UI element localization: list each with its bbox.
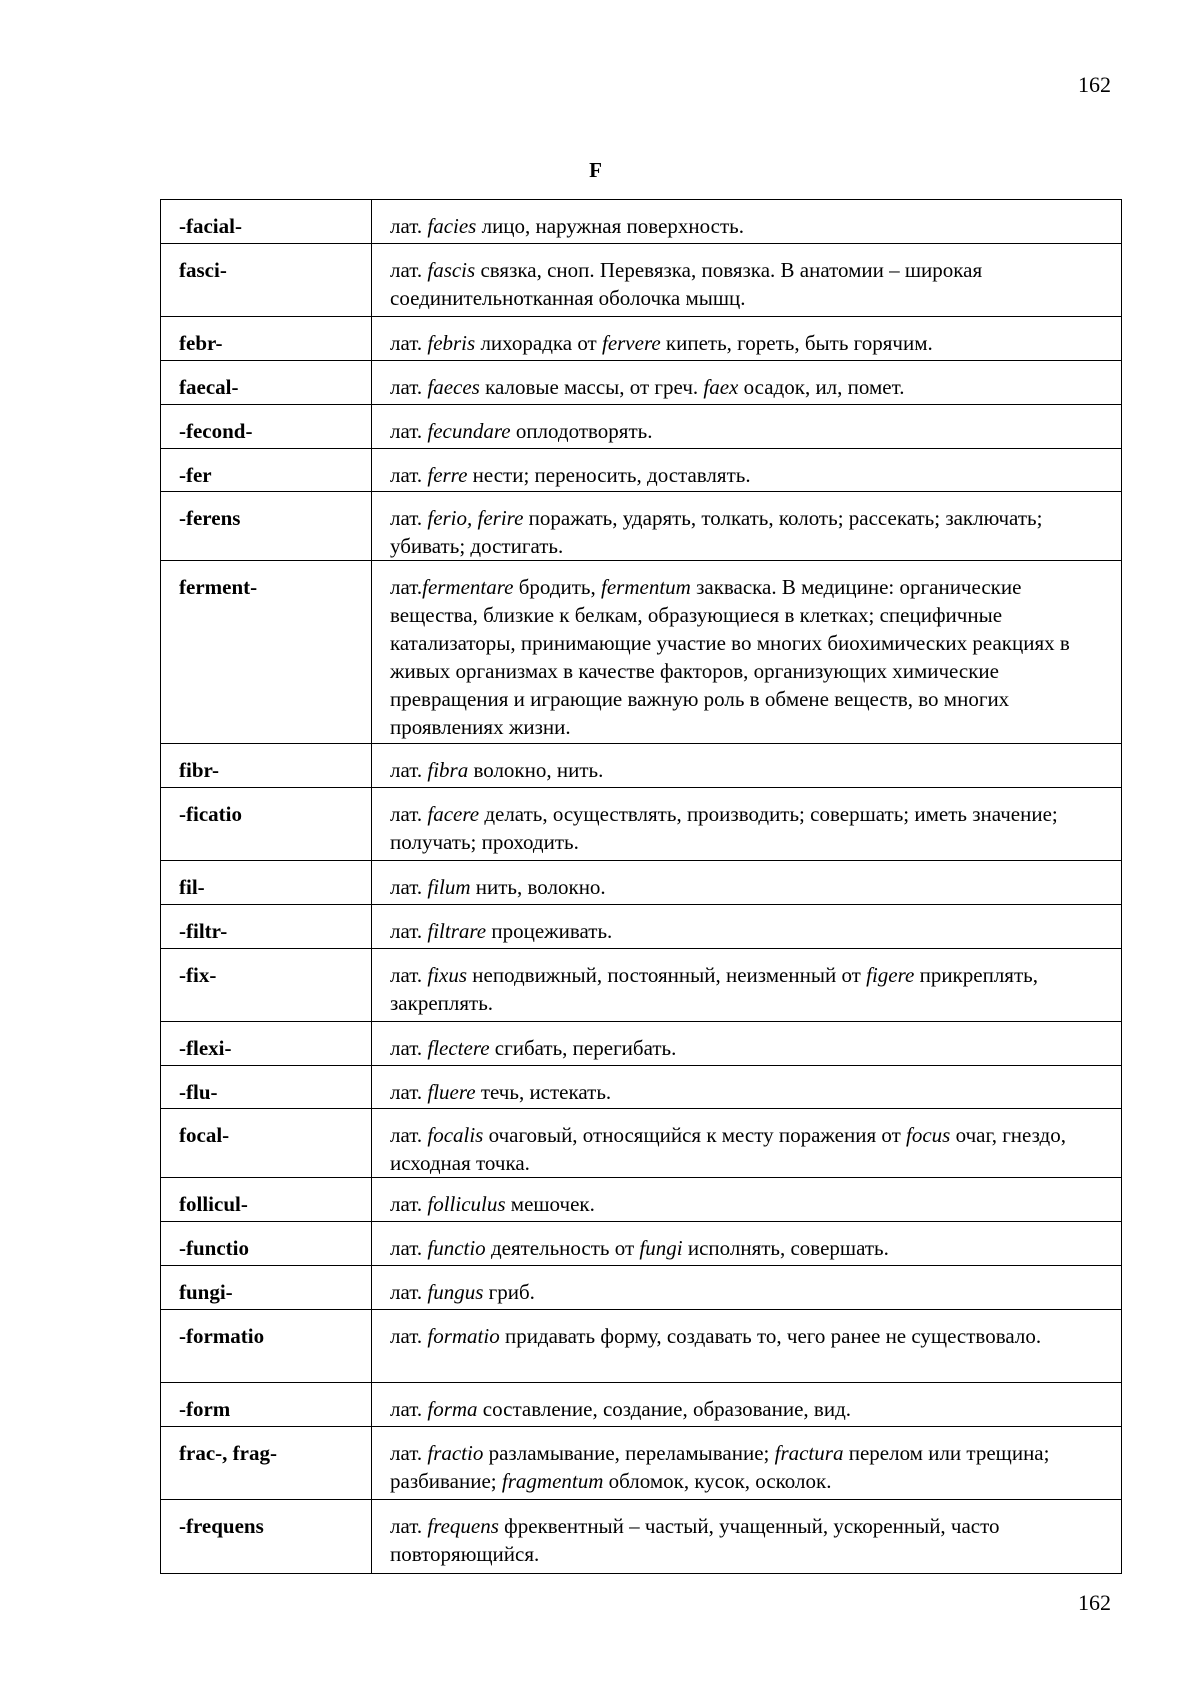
definition-text: нести; переносить, доставлять. [467, 463, 751, 487]
glossary-row [161, 788, 1122, 861]
term-cell: focal- [161, 1109, 372, 1178]
glossary-row [161, 744, 1122, 788]
glossary-row [161, 1310, 1122, 1383]
definition-text: перелом или трещина; разбивание; [390, 1441, 1050, 1493]
definition-text: придавать форму, создавать то, чего ранее не существовало. [499, 1324, 1042, 1348]
definition-text: лат. [390, 375, 428, 399]
definition-text: лат. [390, 1441, 428, 1465]
definition-cell [372, 405, 1122, 449]
latin-word: focalis [427, 1123, 484, 1147]
latin-word: functio [427, 1236, 486, 1260]
glossary-row [161, 1066, 1122, 1109]
definition-text: обломок, кусок, осколок. [603, 1469, 832, 1493]
term-cell: -form [161, 1383, 372, 1427]
definition-cell [372, 492, 1122, 561]
latin-word: folliculus [427, 1192, 506, 1216]
definition-text: лат. [390, 575, 423, 599]
glossary-row [161, 492, 1122, 561]
definition-text: лицо, наружная поверхность. [476, 214, 744, 238]
definition-cell [372, 788, 1122, 861]
definition-text: неподвижный, постоянный, неизменный от [467, 963, 867, 987]
definition-text: каловые массы, от греч. [479, 375, 704, 399]
definition-cell [372, 1222, 1122, 1266]
definition-text: лат. [390, 1080, 428, 1104]
glossary-row [161, 1427, 1122, 1500]
definition-text: осадок, ил, помет. [738, 375, 905, 399]
glossary-row [161, 905, 1122, 949]
latin-word: faeces [427, 375, 480, 399]
latin-word: facies [427, 214, 477, 238]
definition-text: процеживать. [486, 919, 613, 943]
term-cell: -flexi- [161, 1022, 372, 1066]
latin-word: fluere [427, 1080, 476, 1104]
definition-text: лихорадка от [475, 331, 602, 355]
term-cell: -frequens [161, 1500, 372, 1574]
definition-cell [372, 1427, 1122, 1500]
term-cell: faecal- [161, 361, 372, 405]
term-cell: ferment- [161, 561, 372, 744]
latin-word: figere [866, 963, 915, 987]
definition-text: бродить, [513, 575, 601, 599]
definition-text: течь, истекать. [475, 1080, 612, 1104]
term-cell: fungi- [161, 1266, 372, 1310]
definition-text: закваска. В медицине: органические вещества, близкие к белкам, образующиеся в клетках; специфичные катализаторы, принимающие участие во многих биохимических реакциях в живых организмах в качестве факторов, организующих химические превращения и играющие важную роль в обмене веществ, во многих проявлениях жизни. [390, 575, 1070, 739]
definition-cell [372, 1109, 1122, 1178]
term-cell: frac-, frag- [161, 1427, 372, 1500]
definition-cell [372, 905, 1122, 949]
definition-text: деятельность от [485, 1236, 640, 1260]
definition-text: поражать, ударять, толкать, колоть; рассекать; заключать; убивать; достигать. [390, 506, 1043, 558]
definition-cell [372, 1266, 1122, 1310]
term-cell: -flu- [161, 1066, 372, 1109]
latin-word: facere [427, 802, 480, 826]
glossary-row [161, 1178, 1122, 1222]
definition-cell [372, 1383, 1122, 1427]
term-cell: -ficatio [161, 788, 372, 861]
definition-text: лат. [390, 802, 428, 826]
definition-text: составление, создание, образование, вид. [477, 1397, 852, 1421]
definition-text: очаг, гнездо, исходная точка. [390, 1123, 1066, 1175]
definition-cell [372, 561, 1122, 744]
term-cell: fil- [161, 861, 372, 905]
definition-cell [372, 200, 1122, 244]
latin-word: formatio [427, 1324, 500, 1348]
definition-text: кипеть, гореть, быть горячим. [660, 331, 933, 355]
glossary-row [161, 1109, 1122, 1178]
latin-word: forma [427, 1397, 478, 1421]
definition-text: лат. [390, 1514, 428, 1538]
definition-cell [372, 1178, 1122, 1222]
definition-text: лат. [390, 919, 428, 943]
definition-text: лат. [390, 758, 428, 782]
glossary-row [161, 405, 1122, 449]
latin-word: ferio, ferire [427, 506, 524, 530]
definition-text: лат. [390, 214, 428, 238]
glossary-row [161, 1266, 1122, 1310]
definition-text: исполнять, совершать. [682, 1236, 889, 1260]
latin-word: fervere [601, 331, 661, 355]
definition-text: лат. [390, 1192, 428, 1216]
glossary-row [161, 1022, 1122, 1066]
term-cell: -functio [161, 1222, 372, 1266]
term-cell: fibr- [161, 744, 372, 788]
latin-word: fermentum [601, 575, 691, 599]
term-cell: -formatio [161, 1310, 372, 1383]
term-cell: -ferens [161, 492, 372, 561]
definition-text: лат. [390, 1397, 428, 1421]
glossary-row [161, 949, 1122, 1022]
definition-text: лат. [390, 963, 428, 987]
definition-cell [372, 244, 1122, 317]
latin-word: ferre [427, 463, 468, 487]
latin-word: fractura [774, 1441, 844, 1465]
latin-word: fermentare [422, 575, 514, 599]
latin-word: flectere [427, 1036, 490, 1060]
definition-text: лат. [390, 258, 428, 282]
page-number-bottom: 162 [1078, 1590, 1111, 1615]
latin-word: focus [906, 1123, 951, 1147]
definition-text: лат. [390, 1036, 428, 1060]
latin-word: fungus [427, 1280, 484, 1304]
glossary-row [161, 1500, 1122, 1574]
definition-text: делать, осуществлять, производить; совершать; иметь значение; получать; проходить. [390, 802, 1058, 854]
glossary-row [161, 200, 1122, 244]
definition-text: лат. [390, 419, 428, 443]
definition-cell [372, 744, 1122, 788]
glossary-row [161, 561, 1122, 744]
definition-text: мешочек. [505, 1192, 595, 1216]
definition-text: прикреплять, закреплять. [390, 963, 1038, 1015]
glossary-row [161, 361, 1122, 405]
latin-word: fibra [427, 758, 469, 782]
latin-word: fractio [427, 1441, 484, 1465]
definition-cell [372, 317, 1122, 361]
term-cell: -facial- [161, 200, 372, 244]
glossary-row [161, 449, 1122, 492]
definition-cell [372, 1022, 1122, 1066]
definition-text: нить, волокно. [470, 875, 606, 899]
definition-text: сгибать, перегибать. [489, 1036, 677, 1060]
glossary-row [161, 317, 1122, 361]
latin-word: fragmentum [501, 1469, 604, 1493]
latin-word: faex [703, 375, 739, 399]
definition-text: лат. [390, 1236, 428, 1260]
latin-word: fecundare [427, 419, 511, 443]
definition-text: фреквентный – частый, учащенный, ускоренный, часто повторяющийся. [390, 1514, 1000, 1566]
glossary-row [161, 1383, 1122, 1427]
glossary-row [161, 861, 1122, 905]
latin-word: frequens [427, 1514, 499, 1538]
term-cell: -fecond- [161, 405, 372, 449]
page-number: 162 [1078, 72, 1111, 97]
term-cell: -filtr- [161, 905, 372, 949]
definition-text: разламывание, переламывание; [483, 1441, 775, 1465]
definition-text: лат. [390, 463, 428, 487]
definition-text: связка, сноп. Перевязка, повязка. В анатомии – широкая соединительнотканная оболочка мышц. [390, 258, 983, 310]
glossary-body [161, 200, 1122, 1574]
definition-text: очаговый, относящийся к месту поражения от [483, 1123, 907, 1147]
definition-text: лат. [390, 1123, 428, 1147]
glossary-row [161, 1222, 1122, 1266]
definition-text: лат. [390, 331, 428, 355]
term-cell: fasci- [161, 244, 372, 317]
definition-cell [372, 1310, 1122, 1383]
definition-cell [372, 1500, 1122, 1574]
definition-cell [372, 361, 1122, 405]
term-cell: follicul- [161, 1178, 372, 1222]
latin-word: fungi [639, 1236, 683, 1260]
term-cell: -fix- [161, 949, 372, 1022]
glossary-table [160, 199, 1122, 1574]
definition-text: лат. [390, 1280, 428, 1304]
latin-word: fascis [427, 258, 476, 282]
definition-cell [372, 449, 1122, 492]
definition-text: гриб. [483, 1280, 535, 1304]
latin-word: filtrare [427, 919, 487, 943]
definition-text: лат. [390, 1324, 428, 1348]
term-cell: -fer [161, 449, 372, 492]
definition-text: оплодотворять. [510, 419, 653, 443]
latin-word: filum [427, 875, 471, 899]
definition-text: волокно, нить. [468, 758, 604, 782]
glossary-row [161, 244, 1122, 317]
definition-cell [372, 949, 1122, 1022]
latin-word: febris [427, 331, 476, 355]
definition-cell [372, 861, 1122, 905]
definition-text: лат. [390, 506, 428, 530]
term-cell: febr- [161, 317, 372, 361]
definition-text: лат. [390, 875, 428, 899]
latin-word: fixus [427, 963, 468, 987]
section-letter: F [589, 158, 602, 182]
definition-cell [372, 1066, 1122, 1109]
